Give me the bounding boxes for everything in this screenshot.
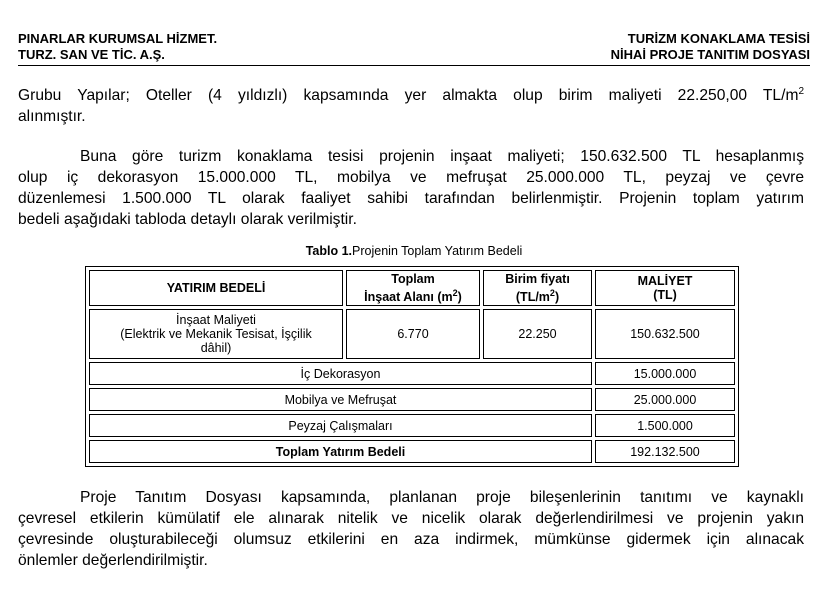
header-investment-cost: YATIRIM BEDELİ	[89, 270, 343, 306]
paragraph-line: olup iç dekorasyon 15.000.000 TL, mobilya ve mefruşat 25.000.000 TL, peyzaj ve çevre	[18, 169, 804, 186]
table-row	[89, 388, 735, 411]
construction-unit-price: 22.250	[483, 309, 592, 359]
paragraph-text: Grubu Yapılar; Oteller (4 yıldızlı) kapsamında yer almakta olup birim maliyeti 22.250,00 TL/m	[18, 87, 799, 105]
row-value: 15.000.000	[595, 362, 735, 385]
investment-table	[85, 266, 739, 467]
company-name	[18, 31, 217, 63]
row-value: 25.000.000	[595, 388, 735, 411]
header-cost: MALİYET (TL)	[595, 270, 735, 306]
row-value: 1.500.000	[595, 414, 735, 437]
paragraph-line	[18, 81, 804, 106]
table-row-total	[89, 440, 735, 463]
table-caption-number: Tablo 1.	[305, 244, 353, 258]
paragraph-cost-summary	[18, 146, 804, 230]
header-unit-price: Birim fiyatı $(TL/m^2)$	[483, 270, 592, 306]
paragraph-unit-cost	[18, 81, 804, 127]
paragraph-conclusion	[18, 487, 804, 571]
company-name-line1: PINARLAR KURUMSAL HİZMET.	[18, 31, 218, 46]
construction-cost: 150.632.500	[595, 309, 735, 359]
row-label: Peyzaj Çalışmaları	[89, 414, 592, 437]
table-caption-text: Projenin Toplam Yatırım Bedeli	[352, 244, 523, 258]
paragraph-line: düzenlemesi 1.500.000 TL olarak faaliyet sahibi tarafından belirlenmiştir. Projenin toplam yatırım	[18, 190, 804, 207]
table-row	[89, 362, 735, 385]
table-row-construction	[89, 309, 735, 359]
table-row	[89, 414, 735, 437]
header-divider	[18, 65, 810, 66]
paragraph-text: Proje Tanıtım Dosyası kapsamında, planlanan proje bileşenlerinin tanıtımı ve kaynaklı	[80, 489, 804, 506]
paragraph-line: çevresel etkilerin kümülatif ele alınarak nitelik ve nicelik olarak değerlendirilmesi ve projenin yakın	[18, 510, 804, 527]
document-title-line2: NİHAİ PROJE TANITIM DOSYASI	[610, 47, 810, 62]
table-header-row	[89, 270, 735, 306]
document-title-line1: TURİZM KONAKLAMA TESİSİ	[627, 31, 810, 46]
row-label: İç Dekorasyon	[89, 362, 592, 385]
document-title	[611, 31, 810, 63]
company-name-line2: TURZ. SAN VE TİC. A.Ş.	[18, 47, 165, 62]
paragraph-text: Buna göre turizm konaklama tesisi projenin inşaat maliyeti; 150.632.500 TL hesaplanmış	[80, 148, 804, 165]
paragraph-line: alınmıştır.	[18, 108, 86, 126]
row-label: Mobilya ve Mefruşat	[89, 388, 592, 411]
construction-area: 6.770	[346, 309, 480, 359]
paragraph-line: çevresinde oluşturabileceği olumsuz etkilerini en aza indirmek, mümkünse gidermek için alınacak	[18, 531, 804, 548]
paragraph-line	[18, 487, 804, 508]
header-total-area: Toplam İnşaat Alanı $(m^2)$	[346, 270, 480, 306]
table-caption	[0, 244, 828, 258]
paragraph-line	[18, 146, 804, 167]
total-value: 192.132.500	[595, 440, 735, 463]
superscript: 2	[798, 86, 804, 97]
paragraph-line: önlemler değerlendirilmiştir.	[18, 552, 208, 569]
construction-label: İnşaat Maliyeti (Elektrik ve Mekanik Tesisat, İşçilik dâhil)	[89, 309, 343, 359]
paragraph-line: bedeli aşağıdaki tabloda detaylı olarak verilmiştir.	[18, 211, 357, 228]
total-label: Toplam Yatırım Bedeli	[89, 440, 592, 463]
